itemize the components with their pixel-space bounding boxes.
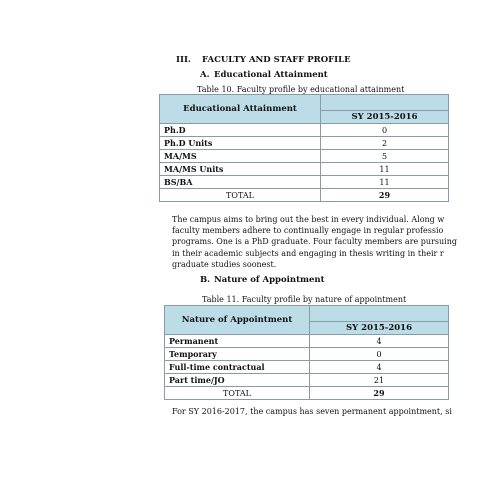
table10: [159, 94, 449, 202]
table-row: [160, 150, 449, 163]
subsection-a-title: Educational Attainment: [214, 70, 328, 80]
table10-row-label: Ph.D Units: [160, 137, 321, 150]
section-number: III.: [176, 55, 191, 65]
table11-total-label: TOTAL: [165, 387, 310, 400]
table11: [164, 305, 449, 400]
table11-row-value: 4: [310, 361, 449, 374]
table11-row-label: Permanent: [165, 335, 310, 348]
subsection-b-number: B.: [200, 275, 211, 285]
section-heading: [176, 55, 351, 65]
table10-header-attainment: Educational Attainment: [160, 95, 321, 124]
table11-row-value: 4: [310, 335, 449, 348]
table10-row-label: Ph.D: [160, 124, 321, 137]
table-row: [160, 137, 449, 150]
table10-row-value: 5: [321, 150, 449, 163]
table11-row-label: Part time/JO: [165, 374, 310, 387]
subsection-a-heading: [200, 70, 328, 80]
table10-header-blank: [321, 95, 449, 111]
paragraph-line: faculty members adhere to continually engage in regular professio: [172, 226, 444, 236]
table10-row-label: MA/MS Units: [160, 163, 321, 176]
table10-caption: Table 10. Faculty profile by educational attainment: [197, 85, 405, 94]
table-row: [165, 348, 449, 361]
section-title: FACULTY AND STAFF PROFILE: [202, 55, 351, 65]
table11-row-label: Full-time contractual: [165, 361, 310, 374]
table11-row-value: 0: [310, 348, 449, 361]
table10-total-value: 29: [321, 189, 449, 202]
table10-row-value: 11: [321, 176, 449, 189]
table10-row-value: 0: [321, 124, 449, 137]
table11-caption: Table 11. Faculty profile by nature of appointment: [202, 295, 407, 304]
table-row: [160, 163, 449, 176]
subsection-a-number: A.: [200, 70, 210, 80]
table11-header-year: SY 2015-2016: [310, 321, 449, 334]
table-row: [165, 361, 449, 374]
table11-row-value: 21: [310, 374, 449, 387]
table-row: [165, 335, 449, 348]
table-row-total: [165, 387, 449, 400]
table10-row-label: MA/MS: [160, 150, 321, 163]
paragraph-line: graduate studies soonest.: [172, 259, 277, 269]
table-row: [160, 176, 449, 189]
table11-header-nature: Nature of Appointment: [165, 306, 310, 335]
table-row-total: [160, 189, 449, 202]
table-row: [160, 124, 449, 137]
subsection-b-heading: [200, 275, 325, 285]
table10-row-value: 11: [321, 163, 449, 176]
paragraph-line: in their academic subjects and engaging in thesis writing in their r: [172, 248, 444, 258]
table10-row-value: 2: [321, 137, 449, 150]
table10-row-label: BS/BA: [160, 176, 321, 189]
table11-total-value: 29: [310, 387, 449, 400]
paragraph-faculty-development: [172, 214, 502, 270]
table-row: [165, 374, 449, 387]
paragraph-line: programs. One is a PhD graduate. Four faculty members are pursuing: [172, 237, 457, 247]
table10-header-year: SY 2015-2016: [321, 110, 449, 123]
subsection-b-title: Nature of Appointment: [214, 275, 325, 285]
paragraph-line: The campus aims to bring out the best in every individual. Along w: [172, 215, 445, 224]
table11-header-blank: [310, 306, 449, 322]
table11-row-label: Temporary: [165, 348, 310, 361]
paragraph-appointments: For SY 2016-2017, the campus has seven permanent appointment, si: [172, 407, 452, 416]
table10-total-label: TOTAL: [160, 189, 321, 202]
